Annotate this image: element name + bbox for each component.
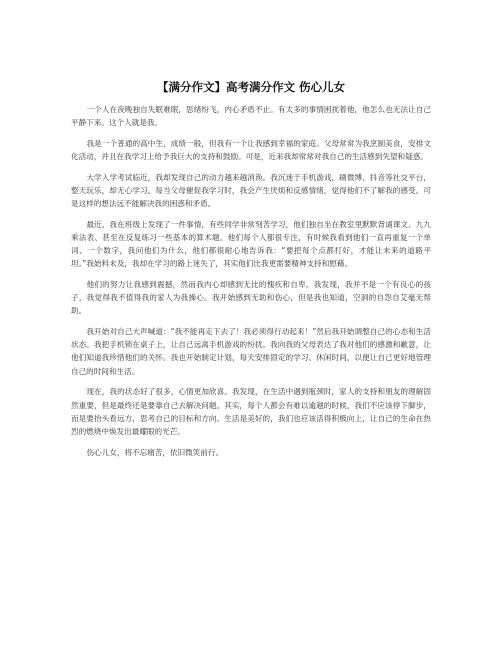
paragraph-2: 我是一个普通的高中生，成绩一般，但我有一个让我感到幸福的家庭。父母常常为我烹制美食，安排文化活动，并且在我学习上给予我巨大的支持和鼓励。可是，近来我却常常对我自己的生活感到失望和疑惑。 bbox=[71, 138, 431, 162]
paragraph-5: 他们的努力让我感到震撼，然而我内心却感到无比的愧疚和自卑。我发现，我并不是一个有良心的孩子，我觉得我不值得我的家人为我操心。我开始感到无助和伤心，但是我也知道，空洞的自怨自艾毫无帮助。 bbox=[71, 280, 431, 316]
paragraph-6: 我开始对自己大声喊道：“我不能再走下去了！我必须得行动起来！”然后我开始调整自己的心态和生活状态。我把手机锁在桌子上，让自己远离手机游戏的纷扰。我向我的父母表达了我对他们的感激和歉意，让他们知道我珍惜他们的关怀。我也开始制定计划，每天安排固定的学习、休闲时间，以便让自己更好地管理自己的时间和生活。 bbox=[71, 327, 431, 376]
paragraph-8: 伤心儿女，将不忘痛苦，依旧微笑前行。 bbox=[86, 447, 224, 457]
paragraph-1: 一个人在夜晚独自失眠难眠，思绪纷飞，内心矛盾不止。有太多的事情困扰着他，他怎么也无法让自己平静下来。这个人就是我。 bbox=[71, 105, 431, 128]
document-title: 【满分作文】高考满分作文 伤心儿女 bbox=[156, 80, 345, 94]
paragraph-7: 现在，我的状态好了很多，心情更加欣喜。我发现，在生活中遇到瓶颈时，家人的支持和朋友的理解固然重要，但是最终还是要靠自己去解决问题。其实，每个人都会有难以逾越的时候，我们不应该停下脚步，而是要抬头看远方，思考自己的目标和方向。生活是美好的，我们也应该活得积极向上，让自己的生命在热烈的燃烧中焕发出最耀眼的光芒。 bbox=[71, 387, 431, 436]
paragraph-3: 大学入学考试临近，我却发现自己的动力越来越消涣。我沉迷于手机游戏，刷微博、抖音等社交平台，整天玩乐，却无心学习。每当父母催促我学习时，我会产生厌烦和反感情绪，觉得他们不了解我的感受。可是这样的想法远不能解决我的困惑和矛盾。 bbox=[71, 172, 431, 209]
paragraph-4: 最近，我在班级上发现了一件事情，有些同学非常刻苦学习，他们独自坐在教室里默默背诵课文、九九乘法表、甚至在反复练习一些基本的算术题。他们每个人都很专注，有时候我看到他们一直再重复一个单词、一个数字，我问他们为什么，他们都很耐心地告诉我：“要把每个点都打好，才能让未来的道路平坦。”我始料未及，我却在学习的路上迷失了，其实他们比我更需要精神支持和慰藉。 bbox=[71, 220, 431, 269]
document-body bbox=[71, 103, 431, 467]
